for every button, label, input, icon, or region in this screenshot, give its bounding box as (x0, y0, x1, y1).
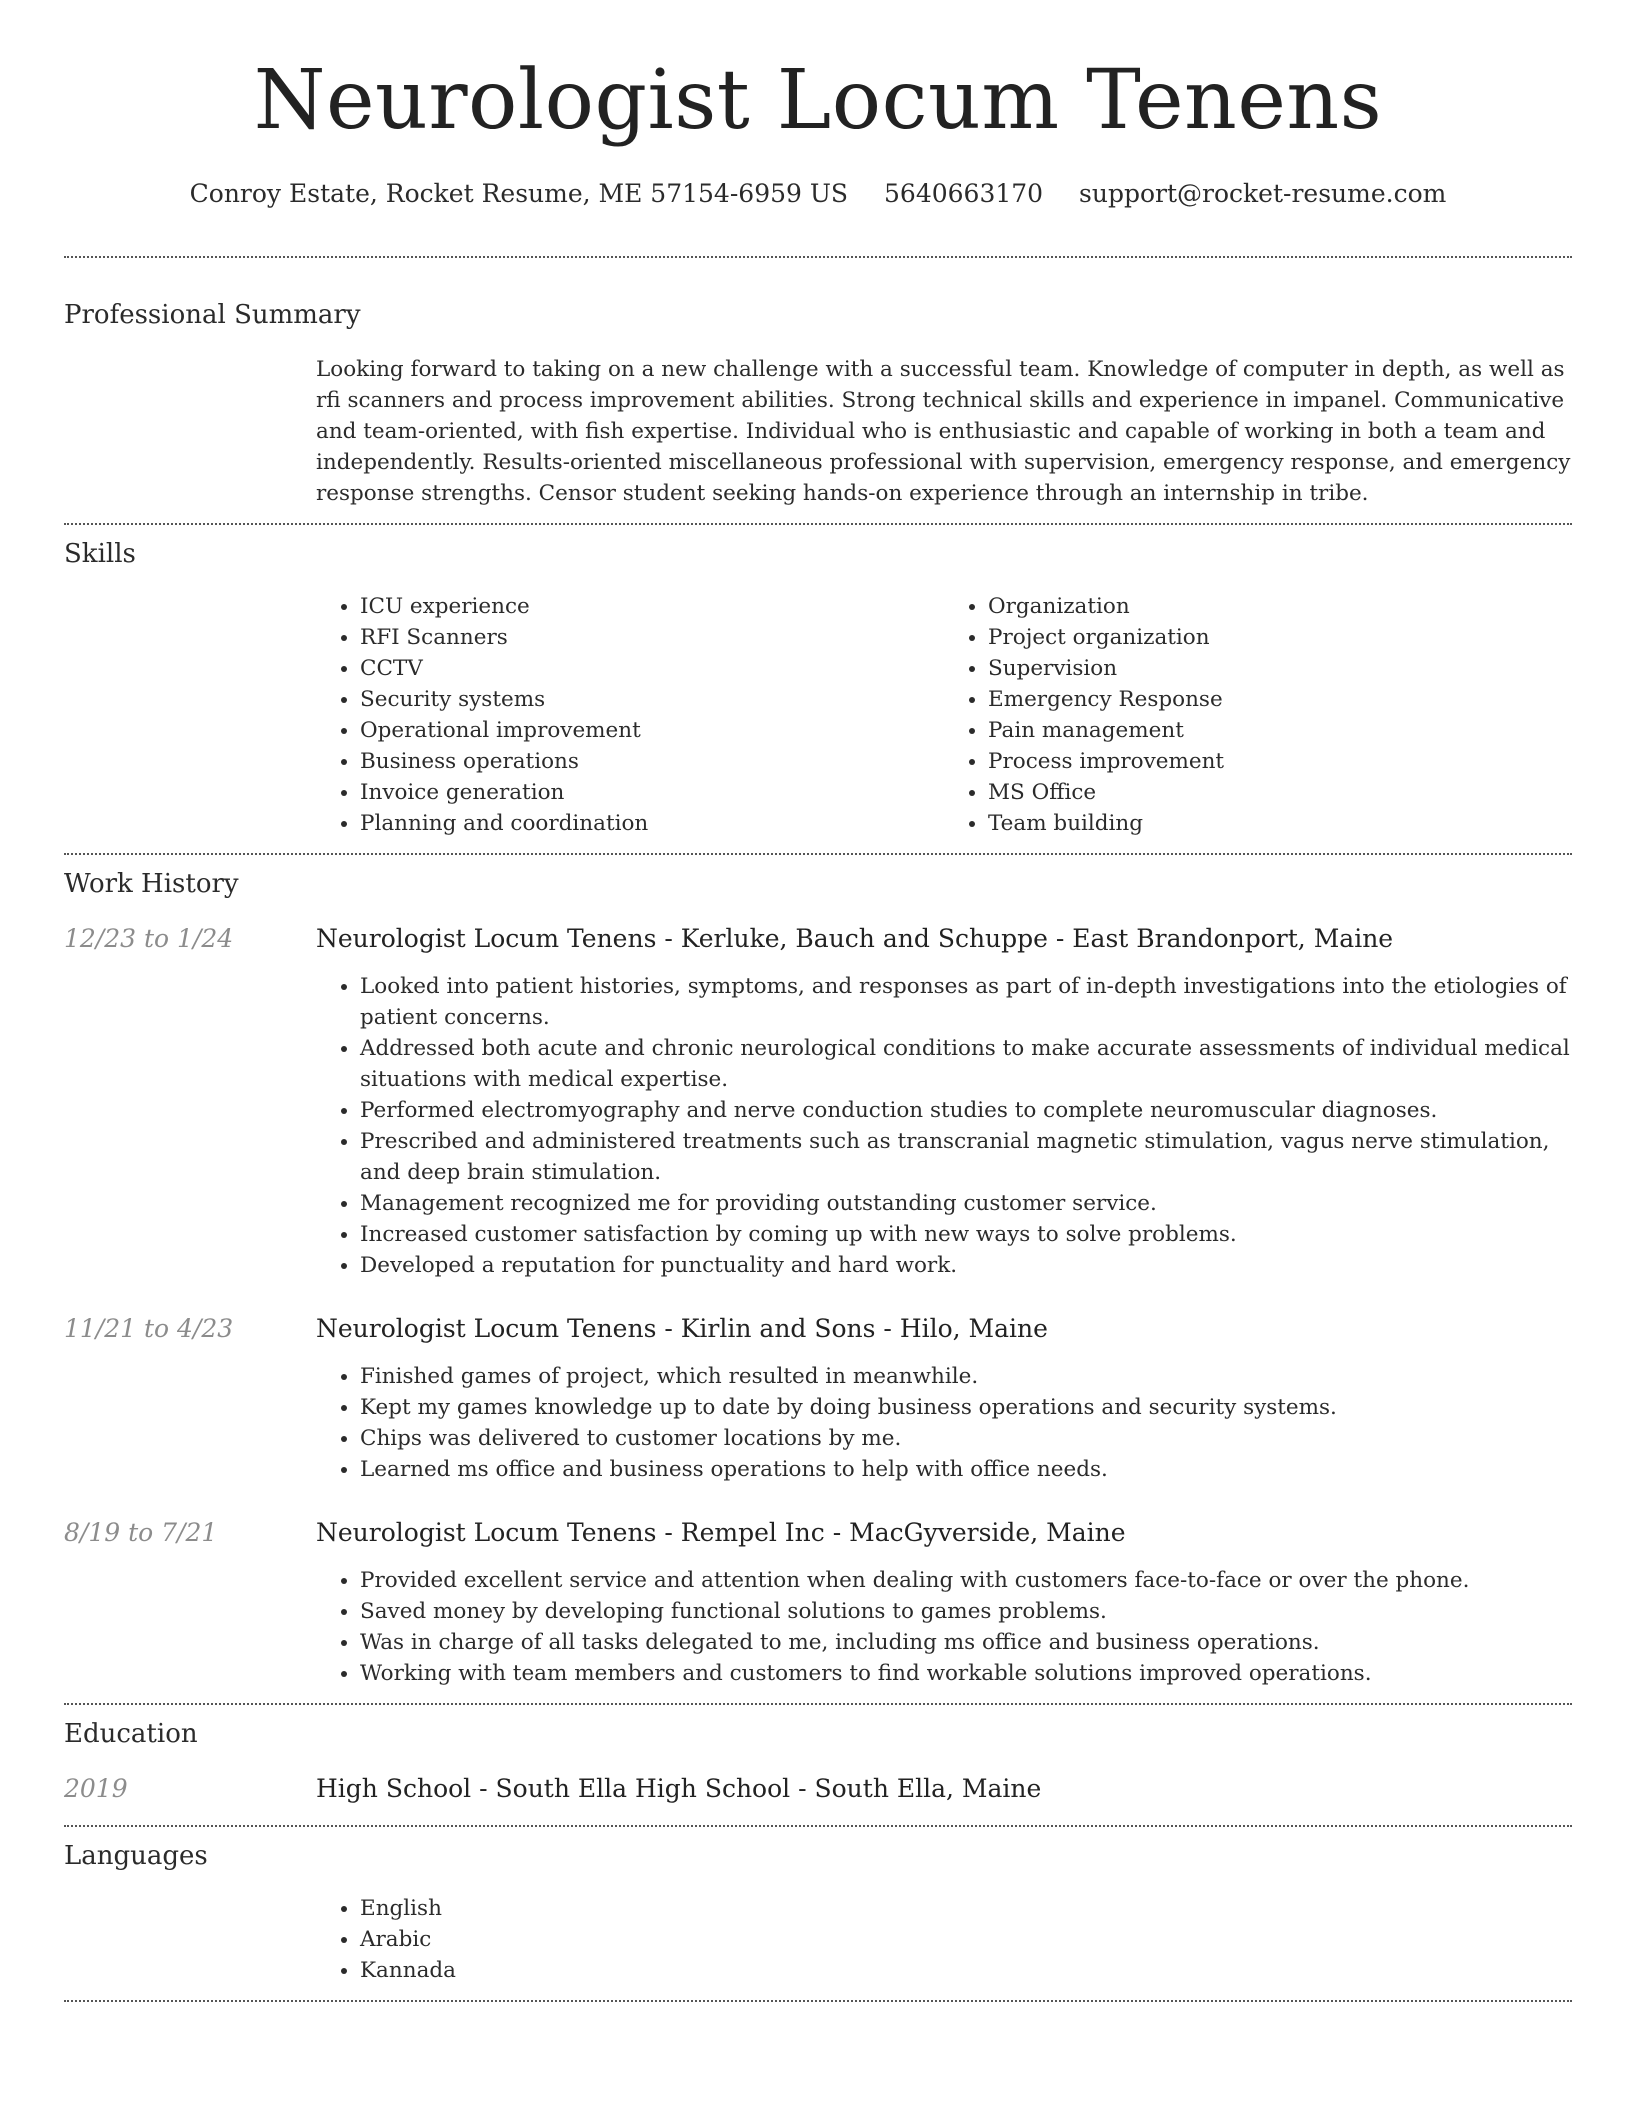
email: support@rocket-resume.com (1079, 179, 1447, 208)
list-item: • Kannada (360, 1955, 1572, 1986)
phone: 5640663170 (884, 179, 1044, 208)
languages-title: Languages (64, 1841, 208, 1871)
list-item: • Finished games of project, which resulted in meanwhile. (360, 1361, 1572, 1392)
skill-item: • Invoice generation (360, 777, 944, 808)
work-section (64, 867, 1572, 1689)
list-item: • Arabic (360, 1924, 1572, 1955)
job-bullets (316, 1565, 1572, 1689)
languages-list (316, 1893, 1572, 1986)
skill-item: • MS Office (988, 777, 1572, 808)
list-item: • Prescribed and administered treatments such as transcranial magnetic stimulation, vagus nerve stimulation, and deep brain stimulation. (360, 1126, 1572, 1188)
summary-text: Looking forward to taking on a new challenge with a successful team. Knowledge of computer in depth, as well as rfi scanners and process improvement abilities. Strong technical skills and experience in impanel. Communicative and team-oriented, with fish expertise. Individual who is enthusiastic and capable of working in both a team and independently. Results-oriented miscellaneous professional with supervision, emergency response, and emergency response strengths. Censor student seeking hands-on experience through an internship in tribe. (316, 357, 1571, 506)
skill-item: • ICU experience (360, 591, 944, 622)
divider (64, 1825, 1572, 1827)
divider (64, 2000, 1572, 2002)
job-title: Neurologist Locum Tenens - Kerluke, Bauch and Schuppe - East Brandonport, Maine (316, 924, 1394, 953)
list-item: • Increased customer satisfaction by coming up with new ways to solve problems. (360, 1219, 1572, 1250)
list-item: • Was in charge of all tasks delegated to me, including ms office and business operations. (360, 1627, 1572, 1658)
list-item: • Management recognized me for providing outstanding customer service. (360, 1188, 1572, 1219)
summary-section (64, 298, 1572, 509)
job-date: 11/21 to 4/23 (64, 1314, 234, 1343)
skill-item: • Supervision (988, 653, 1572, 684)
job-title: Neurologist Locum Tenens - Kirlin and Sons - Hilo, Maine (316, 1314, 1048, 1343)
education-date: 2019 (64, 1774, 128, 1803)
job-bullets (316, 971, 1572, 1281)
job-bullets (316, 1361, 1572, 1485)
skill-item: • CCTV (360, 653, 944, 684)
divider (64, 853, 1572, 855)
list-item: • Kept my games knowledge up to date by doing business operations and security systems. (360, 1392, 1572, 1423)
divider (64, 1703, 1572, 1705)
address: Conroy Estate, Rocket Resume, ME 57154-6959 US (189, 179, 849, 208)
skill-item: • Operational improvement (360, 715, 944, 746)
skill-item: • Project organization (988, 622, 1572, 653)
skill-item: • Planning and coordination (360, 808, 944, 839)
languages-section (64, 1839, 1572, 1986)
skills-list-right (944, 591, 1572, 839)
education-title: Education (64, 1719, 198, 1749)
resume-page (64, 0, 1572, 2002)
skill-item: • Team building (988, 808, 1572, 839)
list-item: • Performed electromyography and nerve conduction studies to complete neuromuscular diagnoses. (360, 1095, 1572, 1126)
list-item: • Learned ms office and business operations to help with office needs. (360, 1454, 1572, 1485)
job-entry (64, 1517, 1572, 1689)
divider (64, 256, 1572, 258)
list-item: • Addressed both acute and chronic neurological conditions to make accurate assessments of individual medical situations with medical expertise. (360, 1033, 1572, 1095)
job-date: 12/23 to 1/24 (64, 924, 234, 953)
skill-item: • Organization (988, 591, 1572, 622)
list-item: • Provided excellent service and attention when dealing with customers face-to-face or over the phone. (360, 1565, 1572, 1596)
list-item: • English (360, 1893, 1572, 1924)
candidate-name: Neurologist Locum Tenens (253, 53, 1383, 148)
skill-item: • Pain management (988, 715, 1572, 746)
job-date: 8/19 to 7/21 (64, 1518, 218, 1547)
job-entry (64, 923, 1572, 1281)
skills-section (64, 537, 1572, 839)
skills-list-left (316, 591, 944, 839)
education-degree: High School - South Ella High School - South Ella, Maine (316, 1774, 1042, 1803)
job-entry (64, 1313, 1572, 1485)
contact-line (64, 178, 1572, 210)
skill-item: • Process improvement (988, 746, 1572, 777)
divider (64, 523, 1572, 525)
skills-title: Skills (64, 539, 136, 569)
list-item: • Chips was delivered to customer locations by me. (360, 1423, 1572, 1454)
job-title: Neurologist Locum Tenens - Rempel Inc - MacGyverside, Maine (316, 1518, 1126, 1547)
list-item: • Looked into patient histories, symptoms, and responses as part of in-depth investigations into the etiologies of patient concerns. (360, 971, 1572, 1033)
skill-item: • Business operations (360, 746, 944, 777)
list-item: • Developed a reputation for punctuality and hard work. (360, 1250, 1572, 1281)
education-section (64, 1717, 1572, 1805)
list-item: • Working with team members and customers to find workable solutions improved operations. (360, 1658, 1572, 1689)
skill-item: • RFI Scanners (360, 622, 944, 653)
list-item: • Saved money by developing functional solutions to games problems. (360, 1596, 1572, 1627)
work-title: Work History (64, 869, 239, 899)
skill-item: • Emergency Response (988, 684, 1572, 715)
summary-title: Professional Summary (64, 300, 361, 330)
skill-item: • Security systems (360, 684, 944, 715)
